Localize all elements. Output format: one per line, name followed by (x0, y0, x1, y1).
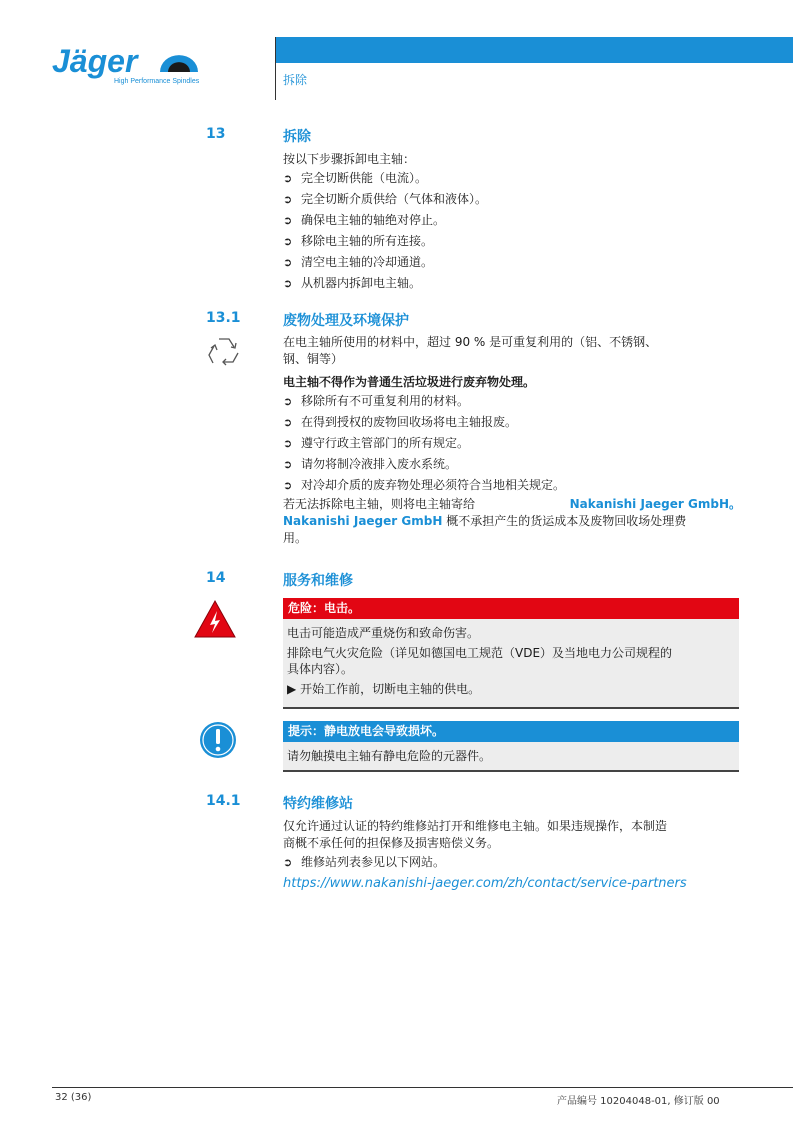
arrow-bullet-icon: ➲ (283, 277, 293, 290)
arrow-bullet-icon: ➲ (283, 395, 293, 408)
list-item: ➲ 清空电主轴的冷却通道。 (283, 252, 487, 273)
company-name: Nakanishi Jaeger GmbH (283, 514, 443, 528)
section-13-intro: 按以下步骤拆卸电主轴： (283, 152, 416, 166)
triangle-right-icon: ▶ (287, 682, 297, 696)
jaeger-logo (52, 42, 212, 88)
section-14-number: 14 (206, 570, 226, 586)
list-item: ➲ 完全切断供能（电流）。 (283, 168, 487, 189)
list-item: ➲ 在得到授权的废物回收场将电主轴报废。 (283, 412, 565, 433)
danger-box (283, 619, 739, 709)
section-13-1-bullet-list (283, 391, 565, 496)
note-box (283, 742, 739, 772)
arrow-bullet-icon: ➲ (283, 256, 293, 269)
note-banner: 提示：静电放电会导致损坏。 (283, 721, 739, 742)
page-number: 32 (36) (55, 1092, 92, 1103)
exclamation-icon (199, 721, 237, 759)
recycle-icon (205, 333, 243, 371)
shipping-paragraph: 若无法拆除电主轴，则将电主轴寄给 Nakanishi Jaeger GmbH。 Nakanishi Jaeger GmbH 概不承担产生的货运成本及废物回收场处理费 用。 (283, 497, 741, 545)
electric-hazard-icon (193, 599, 237, 639)
section-14-1-title: 特约维修站 (283, 796, 353, 812)
header-divider (275, 37, 276, 100)
disposal-warning: 电主轴不得作为普通生活垃圾进行废弃物处理。 (283, 375, 536, 389)
arrow-bullet-icon: ➲ (283, 214, 293, 227)
logo-graphic (52, 42, 212, 88)
note-text: 请勿触摸电主轴有静电危险的元器件。 (287, 749, 492, 763)
document-info: 产品编号 10204048-01, 修订版 00 (557, 1096, 720, 1107)
list-item: ➲ 请勿将制冷液排入废水系统。 (283, 454, 565, 475)
list-item: ➲ 移除所有不可重复利用的材料。 (283, 391, 565, 412)
arrow-bullet-icon: ➲ (283, 437, 293, 450)
service-partners-link[interactable]: https://www.nakanishi-jaeger.com/zh/contact/service-partners (283, 876, 687, 891)
section-13-1-title: 废物处理及环境保护 (283, 313, 409, 329)
section-14-1-number: 14.1 (206, 793, 241, 809)
section-13-bullet-list (283, 168, 487, 294)
arrow-bullet-icon: ➲ (283, 479, 293, 492)
footer-divider (52, 1087, 793, 1088)
header-subtitle: 拆除 (283, 73, 308, 87)
danger-action: ▶ 开始工作前，切断电主轴的供电。 (287, 682, 481, 696)
section-13-number: 13 (206, 126, 226, 142)
arrow-bullet-icon: ➲ (283, 235, 293, 248)
section-13-1-number: 13.1 (206, 310, 241, 326)
danger-banner: 危险：电击。 (283, 598, 739, 619)
section-13-title: 拆除 (283, 129, 311, 145)
company-name: Nakanishi Jaeger GmbH。 (569, 497, 741, 511)
danger-text: 排除电气火灾危险（详见如德国电工规范（VDE）及当地电力公司规程的 具体内容）。 (287, 646, 673, 676)
section-14-title: 服务和维修 (283, 573, 353, 589)
list-item: ➲ 对冷却介质的废弃物处理必须符合当地相关规定。 (283, 475, 565, 496)
danger-text: 电击可能造成严重烧伤和致命伤害。 (287, 626, 480, 640)
arrow-bullet-icon: ➲ (283, 193, 293, 206)
logo-tagline: High Performance Spindles (114, 78, 200, 85)
arrow-bullet-icon: ➲ (283, 416, 293, 429)
arrow-bullet-icon: ➲ (283, 856, 293, 869)
list-item: ➲ 从机器内拆卸电主轴。 (283, 273, 487, 294)
list-item: ➲ 完全切断介质供给（气体和液体）。 (283, 189, 487, 210)
section-14-1-paragraph: 仅允许通过认证的特约维修站打开和维修电主轴。如果违规操作，本制造 商概不承任何的担保修及损害赔偿义务。 (283, 819, 668, 850)
arrow-bullet-icon: ➲ (283, 172, 293, 185)
list-item: ➲ 维修站列表参见以下网站。 (283, 852, 445, 873)
list-item: ➲ 遵守行政主管部门的所有规定。 (283, 433, 565, 454)
list-item: ➲ 确保电主轴的轴绝对停止。 (283, 210, 487, 231)
section-13-1-paragraph: 在电主轴所使用的材料中，超过 90 % 是可重复利用的（铝、不锈钢、 钢、铜等） (283, 335, 658, 366)
list-item: ➲ 移除电主轴的所有连接。 (283, 231, 487, 252)
logo-wordmark: Jäger (52, 43, 138, 79)
header-bar (276, 37, 793, 63)
arrow-bullet-icon: ➲ (283, 458, 293, 471)
